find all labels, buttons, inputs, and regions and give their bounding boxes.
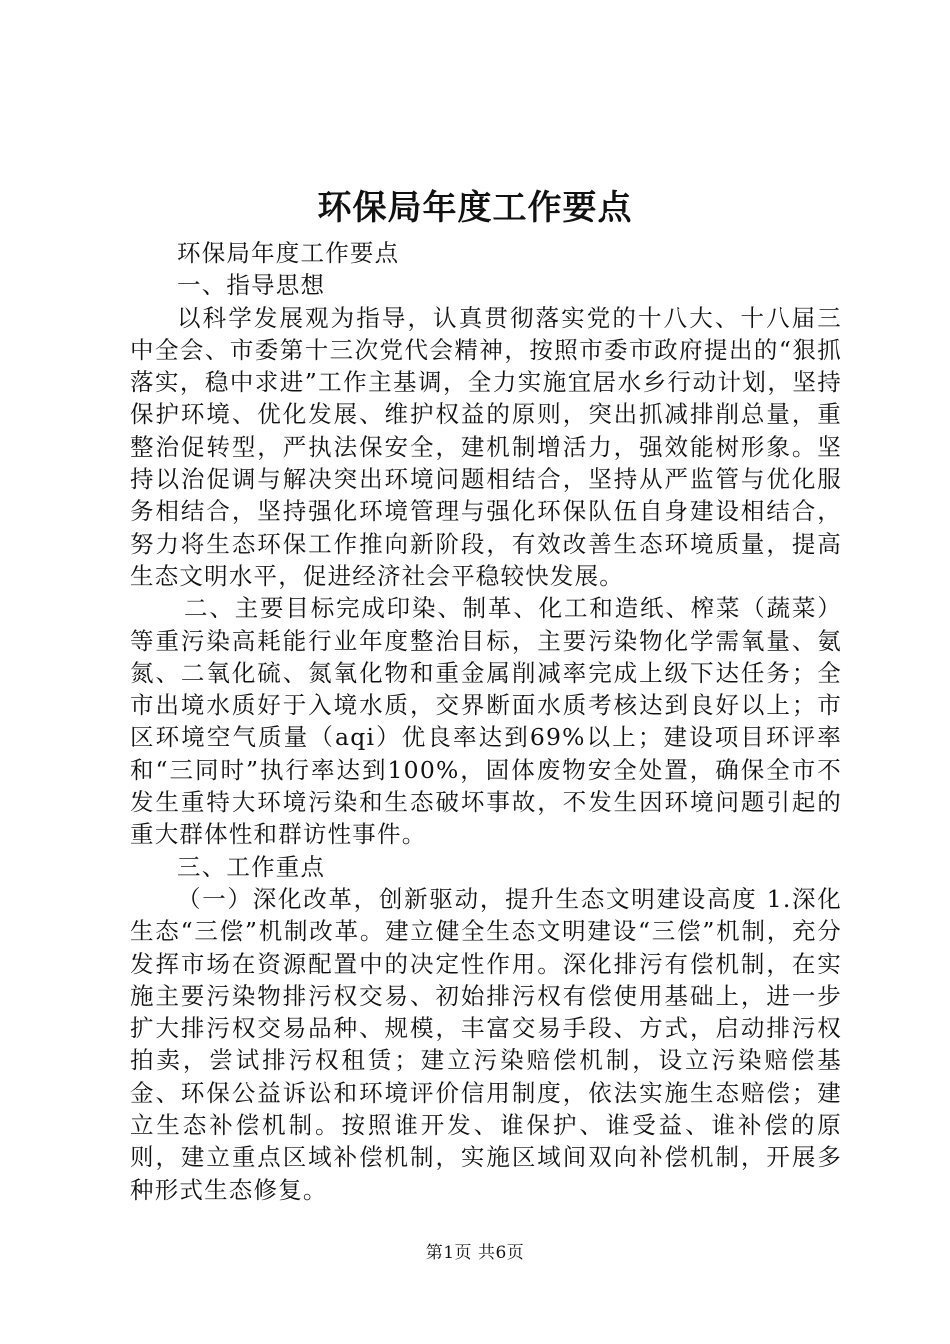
paragraph-subtitle: 环保局年度工作要点	[177, 239, 400, 267]
document-title: 环保局年度工作要点	[317, 188, 633, 228]
paragraph-guiding-ideology: 以科学发展观为指导，认真贯彻落实党的十八大、十八届三中全会、市委第十三次党代会精神，按照市委市政府提出的“狠抓落实，稳中求进”工作主基调，全力实施宜居水乡行动计划，坚持保护环境、优化发展、维护权益的原则，突出抓减排削总量，重整治促转型，严执法保安全，建机制增活力，强效能树形象。坚持以治促调与解决突出环境问题相结合，坚持从严监管与优化服务相结合，坚持强化环境管理与强化环保队伍自身建设相结合，努力将生态环保工作推向新阶段，有效改善生态环境质量，提高生态文明水平，促进经济社会平稳较快发展。	[130, 303, 842, 590]
heading-work-priorities: 三、工作重点	[177, 852, 326, 881]
paragraph-reform: （一）深化改革，创新驱动，提升生态文明建设高度 1.深化生态“三偿”机制改革。建立健全生态文明建设“三偿”机制，充分发挥市场在资源配置中的决定性作用。深化排污有偿机制，在实施主要污染物排污权交易、初始排污权有偿使用基础上，进一步扩大排污权交易品种、规模，丰富交易手段、方式，启动排污权拍卖，尝试排污权租赁；建立污染赔偿机制，设立污染赔偿基金、环保公益诉讼和环境评价信用制度，依法实施生态赔偿；建立生态补偿机制。按照谁开发、谁保护、谁受益、谁补偿的原则，建立重点区域补偿机制，实施区域间双向补偿机制，开展多种形式生态修复。	[130, 884, 842, 1204]
heading-guiding-ideology: 一、指导思想	[177, 271, 326, 300]
document-body	[130, 237, 842, 1206]
page-footer: 第1页 共6页	[425, 1243, 525, 1263]
paragraph-main-goals: 二、主要目标完成印染、制革、化工和造纸、榨菜（蔬菜）等重污染高耗能行业年度整治目标，主要污染物化学需氧量、氨氮、二氧化硫、氮氧化物和重金属削减率完成上级下达任务；全市出境水质好于入境水质，交界断面水质考核达到良好以上；市区环境空气质量（aqi）优良率达到69%以上；建设项目环评率和“三同时”执行率达到100%，固体废物安全处置，确保全市不发生重特大环境污染和生态破坏事故，不发生因环境问题引起的重大群体性和群访性事件。	[130, 594, 842, 849]
